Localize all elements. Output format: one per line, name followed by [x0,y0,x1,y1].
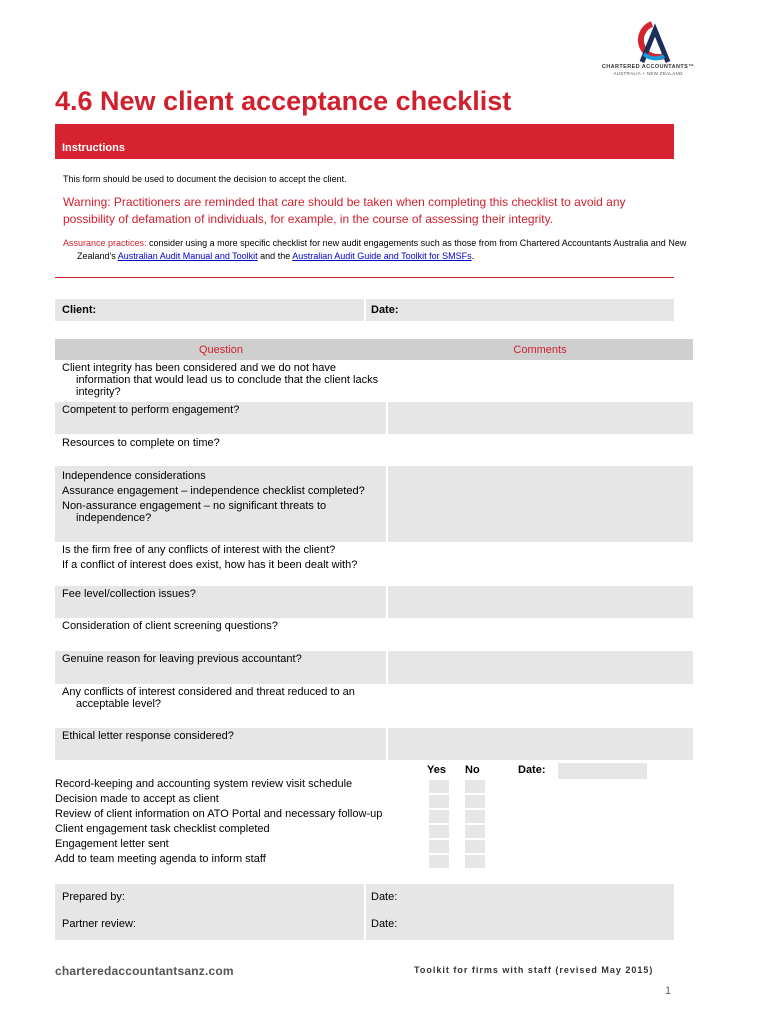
question-header: Question [55,339,387,360]
question-text: Genuine reason for leaving previous accountant? [62,653,302,665]
question-text: Is the firm free of any conflicts of interest with the client? [62,544,336,556]
question-text: Ethical letter response considered? [62,730,234,742]
table-row [55,728,693,760]
yes-checkbox[interactable] [429,810,449,823]
comments-cell[interactable] [387,651,693,684]
question-cell [55,684,387,728]
checklist-date-label: Date: [518,764,546,776]
question-cell [55,728,387,760]
assurance-text-1: consider using a more specific checklist for new audit engagements such as those from from Chartered Accountants Australia and New Zealand's [77,238,687,261]
no-checkbox[interactable] [465,780,485,793]
question-cell [55,466,387,542]
warning-text: Warning: Practitioners are reminded that care should be taken when completing this checklist to avoid any possibility of defamation of individuals, for example, in the course of assessing their integrity. [63,195,626,226]
comments-header: Comments [387,339,693,360]
question-text: Any conflicts of interest considered and threat reduced to an acceptable level? [62,686,355,710]
comments-cell[interactable] [387,466,693,542]
question-text: Resources to complete on time? [62,437,220,449]
prepared-date-label: Date: [371,891,398,903]
logo-name: CHARTERED ACCOUNTANTS™ [601,64,695,70]
question-table [55,339,693,760]
assurance-note [63,237,687,263]
table-row [55,542,693,586]
page-number: 1 [665,985,672,997]
question-text: Client integrity has been considered and we do not have information that would lead us to conclude that the client lacks integrity? [62,362,379,398]
no-checkbox[interactable] [465,825,485,838]
yes-checkbox[interactable] [429,855,449,868]
question-cell [55,542,387,586]
assurance-text-3: . [471,251,475,261]
checklist-item: Decision made to accept as client [55,793,219,805]
prepared-by-label: Prepared by: [62,891,125,903]
assurance-label: Assurance practices: [63,238,147,248]
checklist-item: Engagement letter sent [55,838,169,850]
table-row [55,586,693,618]
assurance-text-2: and the [257,251,293,261]
comments-cell[interactable] [387,402,693,434]
no-checkbox[interactable] [465,855,485,868]
signoff-divider [364,884,366,940]
page-title: 4.6 New client acceptance checklist [55,86,512,116]
client-label: Client: [62,304,97,316]
checklist-item: Add to team meeting agenda to inform staff [55,853,266,865]
table-row [55,466,693,542]
table-row [55,360,693,402]
comments-cell[interactable] [387,586,693,618]
yes-header: Yes [427,764,446,776]
intro-text: This form should be used to document the decision to accept the client. [63,174,347,184]
checklist-item: Client engagement task checklist completed [55,823,270,835]
smsf-guide-link[interactable]: Australian Audit Guide and Toolkit for SMSFs [292,251,472,261]
checklist-date-field[interactable] [558,763,647,779]
question-text: Competent to perform engagement? [62,404,240,416]
yes-checkbox[interactable] [429,825,449,838]
footer-url: charteredaccountantsanz.com [55,964,234,978]
question-text: Non-assurance engagement – no significant threats to independence? [62,500,327,524]
client-date-label: Date: [371,304,399,316]
table-header-row [55,339,693,360]
divider-rule [55,277,674,278]
instructions-label: Instructions [62,142,125,154]
question-text: If a conflict of interest does exist, how has it been dealt with? [62,559,358,571]
question-text: Fee level/collection issues? [62,588,196,600]
footer-toolkit: Toolkit for firms with staff (revised May 2015) [414,965,654,975]
no-checkbox[interactable] [465,810,485,823]
yes-checkbox[interactable] [429,780,449,793]
yes-checkbox[interactable] [429,795,449,808]
table-row [55,684,693,728]
question-cell [55,586,387,618]
audit-manual-link[interactable]: Australian Audit Manual and Toolkit [117,251,258,261]
checklist-item: Review of client information on ATO Portal and necessary follow-up [55,808,383,820]
comments-cell[interactable] [387,684,693,728]
review-date-label: Date: [371,918,398,930]
no-header: No [465,764,480,776]
table-row [55,434,693,466]
comments-cell[interactable] [387,542,693,586]
no-checkbox[interactable] [465,795,485,808]
table-row [55,402,693,434]
logo-subname: AUSTRALIA + NEW ZEALAND [613,71,683,76]
question-text: Assurance engagement – independence checklist completed? [62,485,365,497]
client-row-divider [364,299,366,321]
yes-checkbox[interactable] [429,840,449,853]
question-cell [55,402,387,434]
table-row [55,618,693,651]
comments-cell[interactable] [387,728,693,760]
comments-cell[interactable] [387,360,693,402]
table-row [55,651,693,684]
no-checkbox[interactable] [465,840,485,853]
question-cell [55,651,387,684]
question-cell [55,360,387,402]
question-cell [55,434,387,466]
partner-review-label: Partner review: [62,918,136,930]
checklist-item: Record-keeping and accounting system review visit schedule [55,778,353,790]
instructions-banner [55,124,674,159]
comments-cell[interactable] [387,434,693,466]
question-cell [55,618,387,651]
question-text: Independence considerations [62,470,206,482]
comments-cell[interactable] [387,618,693,651]
question-text: Consideration of client screening questions? [62,620,278,632]
